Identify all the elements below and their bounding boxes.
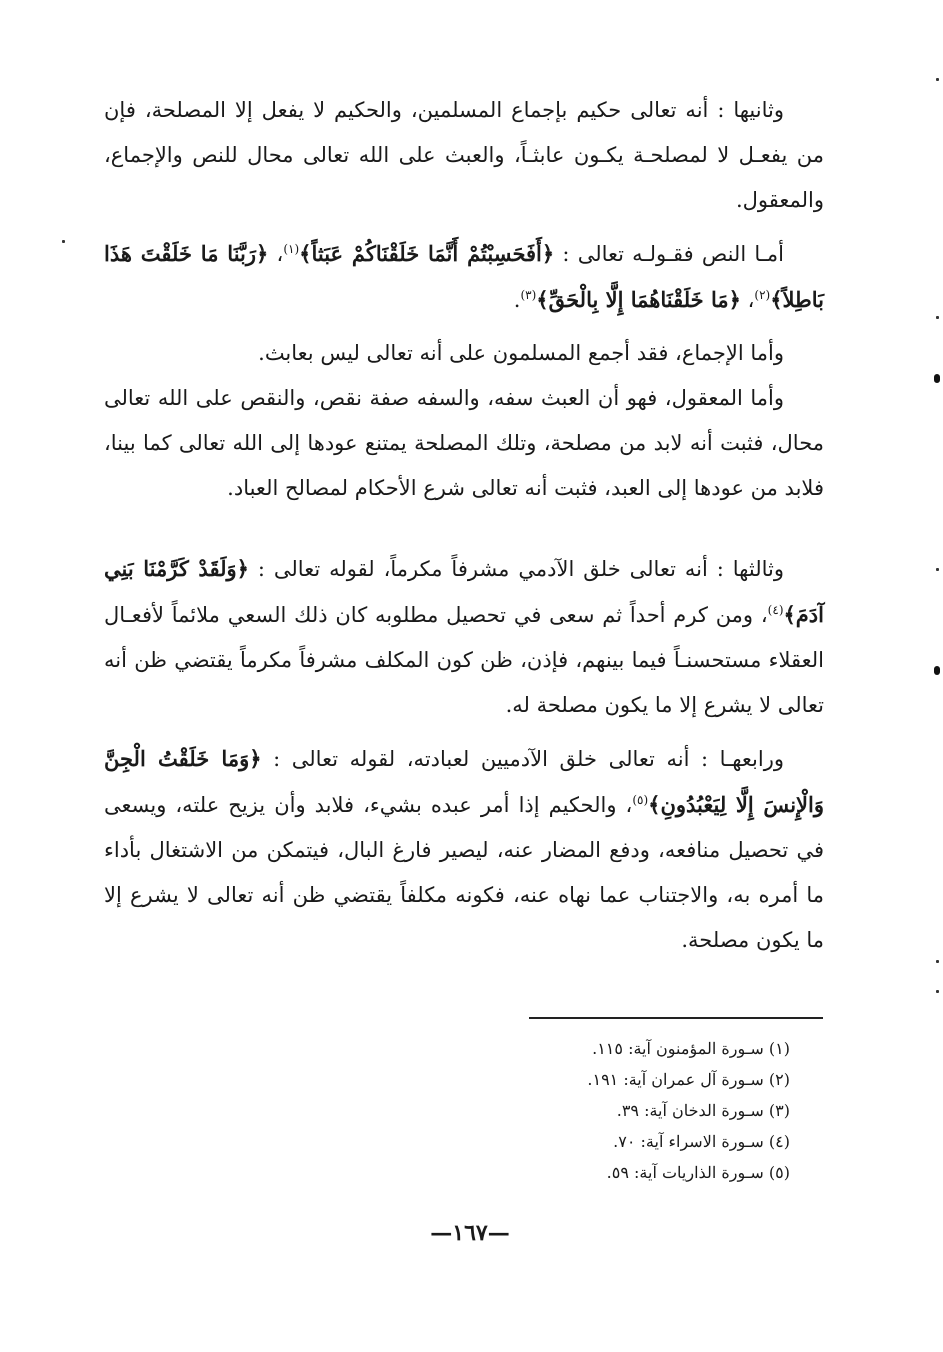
paragraph-text: ، ومن كرم أحداً ثم سعى في تحصيل مطلوبه كان ذلك السعي ملائماً لأفعـال العقلاء مستحسنـاً فيما بينهم، فإذن، ظن كون المكلف مشرفاً مكرماً يقتضي ظن أنه تعالى لا يشرع إلا ما يكون مصلحة له. xyxy=(104,603,824,717)
quran-quote: ﴿رَبَّنَا مَا خَلَقْتَ هَذَا بَاطِلاً﴾ xyxy=(104,241,824,312)
scan-mark xyxy=(936,990,939,993)
paragraph-text: أمـا النص فقـولـه تعالى : xyxy=(554,242,785,266)
paragraph xyxy=(104,88,824,223)
footnote: (١) سـورة المؤمنون آية: ١١٥. xyxy=(592,1039,790,1058)
footnotes xyxy=(480,1033,790,1188)
paragraph xyxy=(104,376,824,511)
scan-mark xyxy=(62,240,65,243)
paragraph xyxy=(104,736,824,963)
paragraph-text: وثانيها : أنه تعالى حكيم بإجماع المسلمين، والحكيم لا يفعل إلا المصلحة، فإن من يفعـل لا لمصلحـة يكـون عابثـاً، والعبث على الله تعالى محال للنص والإجماع، والمعقول. xyxy=(104,98,824,212)
quran-quote: ﴿وَلَقَدْ كَرَّمْنَا بَنِي آدَمَ﴾ xyxy=(104,556,824,627)
body-text-lower xyxy=(104,546,824,963)
footnote: (٥) سـورة الذاريات آية: ٥٩. xyxy=(606,1163,790,1182)
paragraph xyxy=(104,231,824,323)
footnote-ref: (٤) xyxy=(767,603,784,617)
quran-quote: ﴿وَمَا خَلَقْتُ الْجِنَّ وَالْإِنسَ إِلَّا لِيَعْبُدُونِ﴾ xyxy=(104,746,824,817)
footnote-separator xyxy=(529,1017,823,1019)
paragraph-text: وأما المعقول، فهو أن العبث سفه، والسفه صفة نقص، والنقص على الله تعالى محال، فثبت أنه لابد من مصلحة، وتلك المصلحة يمتنع عودها إلى الله تعالى كما بينا، فلابد من عودها إلى العبد، فثبت أنه تعالى شرع الأحكام لمصالح العباد. xyxy=(104,386,824,500)
quran-quote: ﴿مَا خَلَقْنَاهُمَا إِلَّا بِالْحَقِّ﴾ xyxy=(536,287,741,312)
footnote-ref: (٣) xyxy=(520,288,537,302)
footnote-ref: (٥) xyxy=(632,793,649,807)
paragraph-text: . xyxy=(513,288,521,312)
paragraph xyxy=(104,331,824,376)
quran-quote: ﴿أَفَحَسِبْتُمْ أَنَّمَا خَلَقْنَاكُمْ عَبَثاً﴾ xyxy=(299,241,555,266)
scan-mark xyxy=(936,316,939,319)
scan-mark xyxy=(936,568,939,571)
paragraph-text: ورابعهـا : أنه تعالى خلق الآدميين لعبادته، لقوله تعالى : xyxy=(261,747,784,771)
footnote: (٤) سـورة الاسراء آية: ٧٠. xyxy=(613,1132,790,1151)
paragraph-text: ، والحكيم إذا أمر عبده بشيء، فلابد وأن يزيح علته، ويسعى في تحصيل منافعه، ودفع المضار عنه، ليصير فارغ البال، فيتمكن من الاشتغال بأداء ما أمره به، والاجتناب عما نهاه عنه، فكونه مكلفاً يقتضي ظن أنه تعالى لا يشرع إلا ما يكون مصلحة. xyxy=(104,793,824,952)
scan-mark xyxy=(934,374,940,383)
paragraph-text: ، xyxy=(740,288,755,312)
footnote: (٣) سـورة الدخان آية: ٣٩. xyxy=(616,1101,790,1120)
paragraph-text: ، xyxy=(268,242,284,266)
paragraph-text: وثالثها : أنه تعالى خلق الآدمي مشرفاً مكرماً، لقوله تعالى : xyxy=(248,557,784,581)
paragraph-text: وأما الإجماع، فقد أجمع المسلمون على أنه تعالى ليس بعابث. xyxy=(258,341,784,365)
footnote: (٢) سـورة آل عمران آية: ١٩١. xyxy=(587,1070,790,1089)
footnote-ref: (٢) xyxy=(754,288,771,302)
footnote-ref: (١) xyxy=(283,242,300,256)
page-number: —١٦٧— xyxy=(430,1220,510,1246)
scan-mark xyxy=(934,666,940,675)
paragraph xyxy=(104,546,824,728)
scan-mark xyxy=(936,78,939,81)
body-text-upper xyxy=(104,88,824,511)
scan-mark xyxy=(936,960,939,963)
